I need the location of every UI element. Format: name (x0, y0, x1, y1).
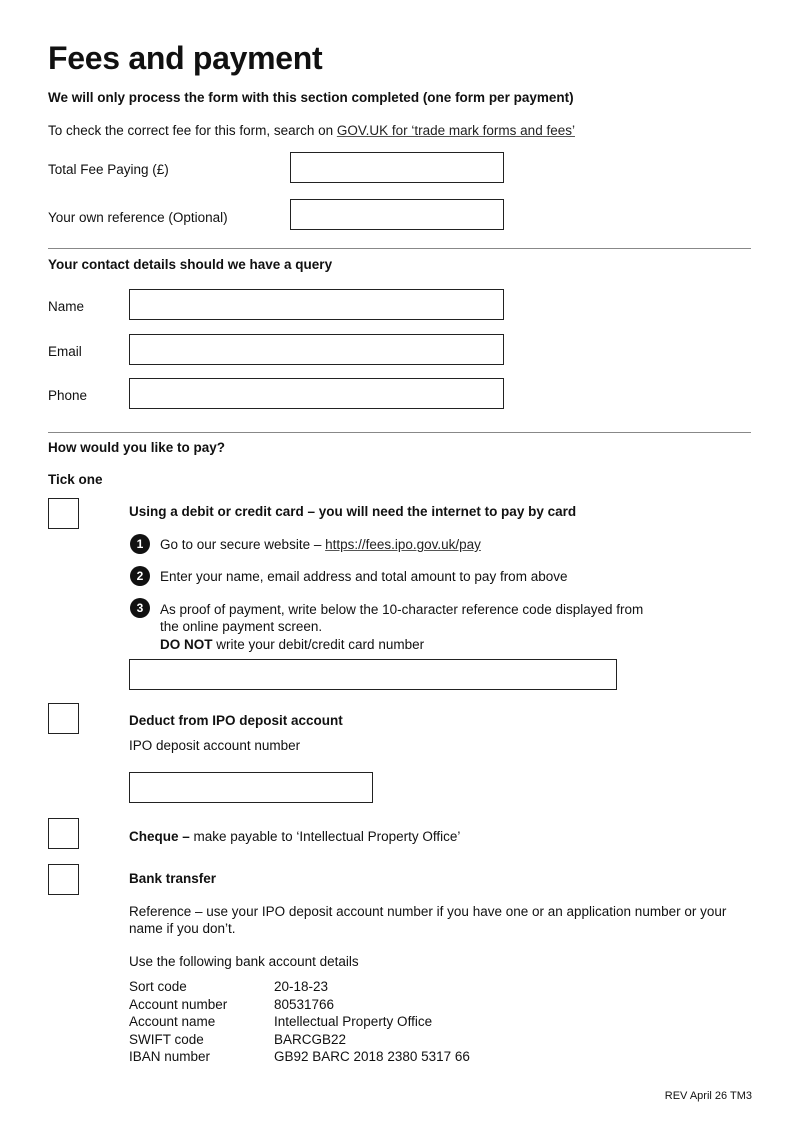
page-title: Fees and payment (48, 40, 323, 76)
bank-detail-key: Account name (129, 1014, 216, 1029)
reference-input[interactable] (290, 199, 504, 230)
step-2-badge: 2 (130, 566, 150, 586)
cheque-payee: make payable to ‘Intellectual Property Office’ (189, 829, 461, 844)
instruction-text: We will only process the form with this section completed (one form per payment) (48, 90, 574, 105)
bank-detail-key: SWIFT code (129, 1032, 204, 1047)
bank-reference-line-1: Reference – use your IPO deposit account number if you have one or an application number or your (129, 904, 727, 919)
bank-transfer-heading: Bank transfer (129, 871, 217, 886)
reference-label: Your own reference (Optional) (48, 210, 228, 225)
name-label: Name (48, 299, 85, 314)
bank-detail-row (129, 1013, 432, 1030)
card-payment-checkbox[interactable] (48, 498, 79, 529)
cheque-label: Cheque – (129, 829, 190, 844)
deposit-account-heading: Deduct from IPO deposit account (129, 713, 343, 728)
card-payment-heading: Using a debit or credit card – you will need the internet to pay by card (129, 504, 577, 519)
bank-detail-row (129, 1031, 346, 1048)
contact-heading: Your contact details should we have a query (48, 257, 333, 272)
total-fee-label: Total Fee Paying (£) (48, 162, 169, 177)
bank-reference-line-2: name if you don’t. (129, 921, 236, 936)
step-1-prefix: Go to our secure website – (160, 537, 326, 552)
payment-heading: How would you like to pay? (48, 440, 226, 455)
bank-detail-row (129, 978, 328, 995)
step-3-badge: 3 (130, 598, 150, 618)
bank-detail-value: 20-18-23 (274, 979, 329, 994)
step-1-badge: 1 (130, 534, 150, 554)
bank-detail-value: BARCGB22 (274, 1032, 347, 1047)
step-1-text (160, 536, 481, 553)
bank-detail-value: 80531766 (274, 997, 335, 1012)
fee-check-link[interactable]: GOV.UK for ‘trade mark forms and fees’ (336, 123, 575, 138)
step-3-line-2: the online payment screen. (160, 619, 323, 634)
reference-code-input[interactable] (129, 659, 617, 690)
fees-website-link[interactable]: https://fees.ipo.gov.uk/pay (325, 537, 481, 552)
step-3-rest: write your debit/credit card number (212, 637, 425, 652)
total-fee-input[interactable] (290, 152, 504, 183)
divider (48, 432, 751, 433)
bank-detail-key: Sort code (129, 979, 187, 994)
deposit-account-checkbox[interactable] (48, 703, 79, 734)
deposit-account-label: IPO deposit account number (129, 738, 301, 753)
cheque-text (129, 828, 460, 845)
bank-detail-value: GB92 BARC 2018 2380 5317 66 (274, 1049, 470, 1064)
revision-footer: REV April 26 TM3 (664, 1090, 752, 1102)
fee-check-text (48, 122, 575, 139)
bank-detail-row (129, 1048, 470, 1065)
name-input[interactable] (129, 289, 504, 320)
divider (48, 248, 751, 249)
email-label: Email (48, 344, 82, 359)
step-3-line-3 (160, 636, 424, 653)
bank-details-intro: Use the following bank account details (129, 954, 359, 969)
cheque-checkbox[interactable] (48, 818, 79, 849)
phone-input[interactable] (129, 378, 504, 409)
deposit-account-input[interactable] (129, 772, 373, 803)
fee-check-prefix: To check the correct fee for this form, search on (48, 123, 337, 138)
do-not-label: DO NOT (160, 637, 213, 652)
step-2-text: Enter your name, email address and total amount to pay from above (160, 569, 568, 584)
bank-detail-value: Intellectual Property Office (274, 1014, 433, 1029)
bank-transfer-checkbox[interactable] (48, 864, 79, 895)
step-3-line-1: As proof of payment, write below the 10-character reference code displayed from (160, 602, 644, 617)
bank-detail-key: Account number (129, 997, 228, 1012)
bank-detail-key: IBAN number (129, 1049, 211, 1064)
bank-detail-row (129, 996, 334, 1013)
tick-one-label: Tick one (48, 472, 103, 487)
email-input[interactable] (129, 334, 504, 365)
phone-label: Phone (48, 388, 88, 403)
